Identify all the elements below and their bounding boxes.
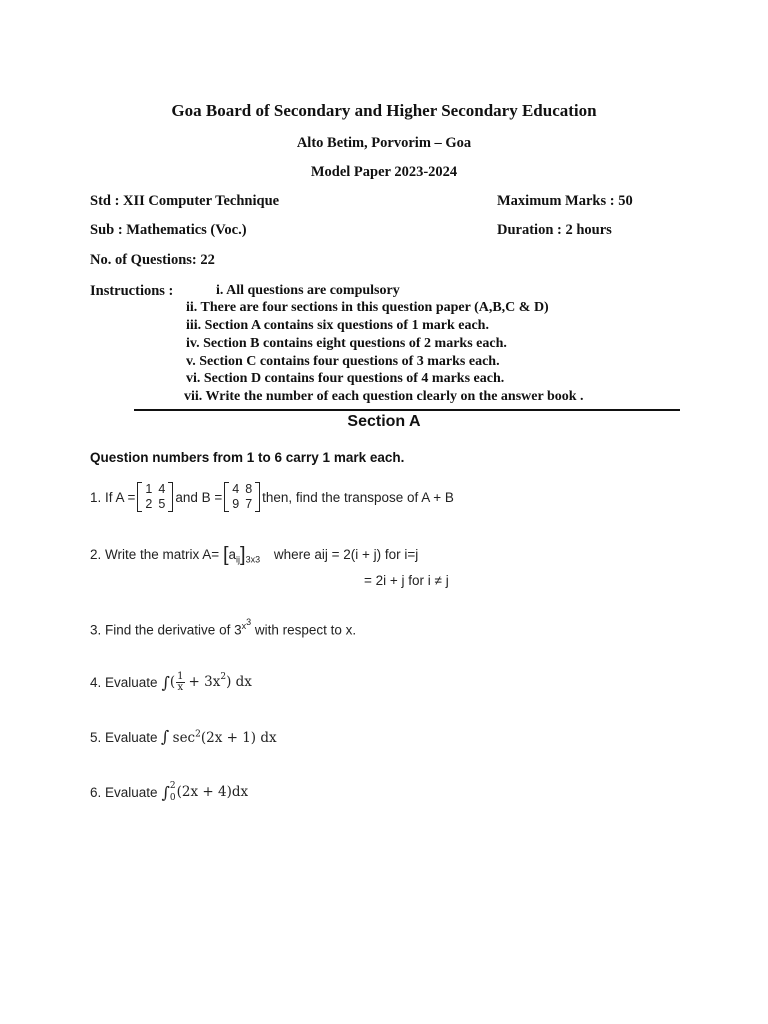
q1-prefix: 1. If A =	[90, 489, 136, 505]
q3-prefix: 3. Find the derivative of 3	[90, 622, 242, 638]
integral-limits	[170, 780, 176, 804]
instruction-item: iv. Section B contains eight questions of 2 marks each.	[186, 336, 507, 351]
matrix-element: a	[228, 547, 237, 562]
instructions-label: Instructions :	[90, 283, 174, 299]
q1-mid: and B =	[175, 489, 223, 505]
paper-year: Model Paper 2023-2024	[310, 164, 458, 180]
matrix-a	[137, 482, 173, 512]
q1-suffix: then, find the transpose of A + B	[262, 489, 454, 505]
integral-sign: ∫	[161, 782, 170, 802]
subject-info: Sub : Mathematics (Voc.)	[90, 222, 247, 238]
document-title: Goa Board of Secondary and Higher Secondary Education	[171, 101, 597, 120]
matrix-cell: 4	[158, 482, 166, 496]
exponent-base: x	[241, 621, 247, 631]
max-marks: Maximum Marks : 50	[497, 193, 633, 209]
question-6: 6. Evaluate ∫ 2 0 (2x + 4)dx	[90, 781, 249, 803]
q2-condition-1: where aij = 2(i + j) for i=j	[273, 547, 419, 562]
matrix-cell: 5	[158, 497, 166, 511]
integral-sign: ∫	[161, 672, 170, 692]
q6-prefix: 6. Evaluate	[90, 784, 158, 800]
question-2: 2. Write the matrix $A= [a_{ij}]_{3x3}$ where aij = 2(i + j) for i=j	[90, 544, 419, 566]
exponent-power: 3	[246, 617, 252, 627]
q5-prefix: 5. Evaluate	[90, 730, 158, 745]
matrix-cell: 2	[145, 497, 153, 511]
section-divider	[134, 409, 680, 411]
duration-info: Duration : 2 hours	[497, 222, 612, 238]
element-subscript: ij	[236, 554, 241, 565]
upper-limit: 2	[169, 781, 176, 791]
section-note: Question numbers from 1 to 6 carry 1 mark each.	[90, 450, 405, 465]
matrix-b	[224, 482, 260, 512]
question-4: 4. Evaluate ∫ ( $\frac{1}{x}$ + 3x $^2$ ) dx	[90, 670, 252, 693]
instruction-item: v. Section C contains four questions of 3 marks each.	[186, 354, 500, 369]
instruction-item: ii. There are four sections in this question paper (A,B,C & D)	[186, 300, 549, 315]
section-heading: Section A	[347, 413, 421, 430]
board-address: Alto Betim, Porvorim – Goa	[296, 135, 472, 151]
lower-limit: 0	[169, 793, 176, 803]
q2-prefix: 2. Write the matrix A=	[90, 547, 220, 562]
question-1	[90, 480, 454, 514]
matrix-cell: 8	[245, 482, 253, 496]
question-count: No. of Questions: 22	[90, 252, 215, 268]
q3-suffix: with respect to x.	[254, 622, 357, 638]
integral-sign: ∫	[160, 727, 170, 746]
matrix-cell: 7	[245, 497, 253, 511]
instruction-item: i. All questions are compulsory	[216, 283, 400, 298]
matrix-cell: 1	[145, 482, 153, 496]
fraction: $\frac{1}{x}$	[177, 670, 184, 693]
q2-condition-2: = 2i + j for i ≠ j	[364, 573, 449, 588]
matrix-order: 3x3	[245, 554, 261, 565]
instruction-item: iii. Section A contains six questions of 1 mark each.	[186, 318, 489, 333]
question-3	[90, 617, 356, 638]
matrix-cell: 9	[232, 497, 240, 511]
q4-prefix: 4. Evaluate	[90, 674, 158, 690]
std-info: Std : XII Computer Technique	[90, 193, 280, 209]
question-5: 5. Evaluate ∫ $\sec^2(2x + 1)$ dx	[90, 727, 277, 746]
instruction-item: vii. Write the number of each question clearly on the answer book .	[184, 389, 584, 404]
instruction-item: vi. Section D contains four questions of 4 marks each.	[186, 371, 505, 386]
matrix-cell: 4	[232, 482, 240, 496]
